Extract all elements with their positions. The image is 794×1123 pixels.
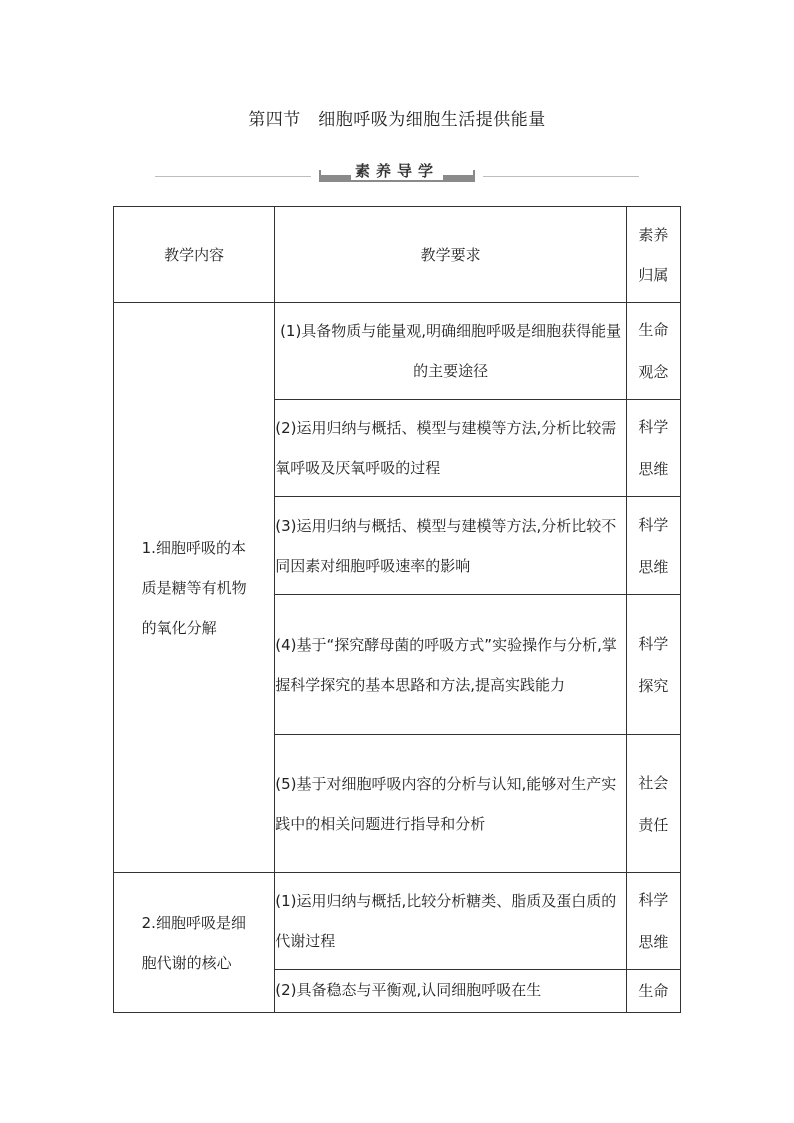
page-title: 第四节 细胞呼吸为细胞生活提供能量 [248, 110, 546, 130]
literacy-cell [626, 595, 680, 735]
content-cell [114, 303, 275, 873]
banner-right-rule [483, 176, 639, 177]
content-text: 1.细胞呼吸的本质是糖等有机物的氧化分解 [141, 538, 247, 637]
literacy-cell [626, 873, 680, 970]
header-requirement: 教学要求 [275, 207, 627, 303]
banner-bracket-left [319, 170, 321, 182]
curriculum-table [113, 206, 681, 1013]
requirement-cell: (2)运用归纳与概括、模型与建模等方法,分析比较需氧呼吸及厌氧呼吸的过程 [275, 400, 627, 497]
literacy-text: 生命观念 [638, 321, 669, 381]
header-literacy [626, 207, 680, 303]
banner-left-rule [155, 176, 311, 177]
requirement-cell: (1)具备物质与能量观,明确细胞呼吸是细胞获得能量的主要途径 [275, 303, 627, 400]
literacy-text: 科学思维 [638, 515, 669, 576]
table-row [114, 303, 681, 400]
literacy-cell [626, 497, 680, 595]
literacy-text: 社会责任 [638, 773, 669, 834]
content-text: 2.细胞呼吸是细胞代谢的核心 [141, 913, 246, 972]
table-row [114, 873, 681, 970]
requirement-cell: (2)具备稳态与平衡观,认同细胞呼吸在生 [275, 970, 627, 1013]
content-cell [114, 873, 275, 1013]
header-literacy-label: 素养归属 [638, 225, 669, 284]
requirement-cell: (5)基于对细胞呼吸内容的分析与认知,能够对生产实践中的相关问题进行指导和分析 [275, 735, 627, 873]
literacy-text: 科学思维 [638, 891, 669, 951]
literacy-text: 生命 [638, 982, 669, 1000]
literacy-cell [626, 303, 680, 400]
requirement-cell: (4)基于“探究酵母菌的呼吸方式”实验操作与分析,掌握科学探究的基本思路和方法,提高实践能力 [275, 595, 627, 735]
requirement-cell: (3)运用归纳与概括、模型与建模等方法,分析比较不同因素对细胞呼吸速率的影响 [275, 497, 627, 595]
literacy-text: 科学思维 [638, 418, 669, 478]
header-content: 教学内容 [114, 207, 275, 303]
requirement-cell: (1)运用归纳与概括,比较分析糖类、脂质及蛋白质的代谢过程 [275, 873, 627, 970]
table-header-row [114, 207, 681, 303]
literacy-cell [626, 970, 680, 1013]
literacy-cell [626, 400, 680, 497]
section-banner [155, 158, 639, 186]
literacy-text: 科学探究 [638, 634, 669, 695]
literacy-cell [626, 735, 680, 873]
banner-bracket-right [473, 170, 475, 182]
banner-label: 素养导学 [351, 162, 443, 180]
